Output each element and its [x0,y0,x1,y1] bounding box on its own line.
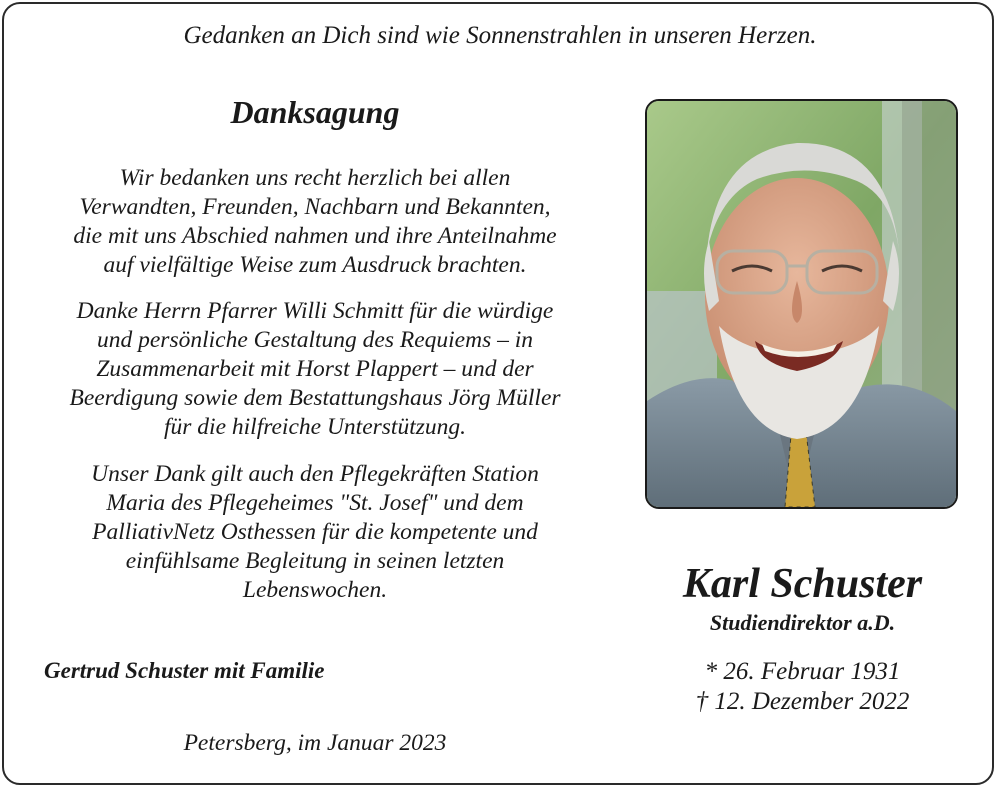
text-line: die mit uns Abschied nahmen und ihre Anteilnahme [73,223,557,249]
deceased-name: Karl Schuster [682,561,923,607]
text-line: und persönliche Gestaltung des Requiems – in [97,327,533,353]
text-line: PalliativNetz Osthessen für die kompetente und [92,519,538,545]
text-line: Danke Herrn Pfarrer Willi Schmitt für die würdige [76,298,554,324]
thanks-paragraph-1 [30,164,600,280]
text-line: Unser Dank gilt auch den Pflegekräften Station [91,461,539,487]
thanks-paragraph-3 [30,460,600,605]
family-signature: Gertrud Schuster mit Familie [44,658,325,683]
text-line: Wir bedanken uns recht herzlich bei allen [119,165,511,191]
deceased-title: Studiendirektor a.D. [709,610,896,635]
text-line: einfühlsame Begleitung in seinen letzten [125,548,505,574]
birth-date: * 26. Februar 1931 [704,658,901,685]
thanks-paragraph-2 [30,297,600,442]
text-line: auf vielfältige Weise zum Ausdruck brachten. [103,252,527,278]
motto-text: Gedanken an Dich sind wie Sonnenstrahlen in unseren Herzen. [183,22,817,49]
place-date: Petersberg, im Januar 2023 [183,730,447,756]
portrait-photo [645,99,958,509]
text-line: Verwandten, Freunden, Nachbarn und Bekannten, [79,194,551,220]
text-line: für die hilfreiche Unterstützung. [164,414,466,440]
portrait-illustration [647,101,956,507]
text-line: Zusammenarbeit mit Horst Plappert – und der [96,356,534,382]
text-line: Beerdigung sowie dem Bestattungshaus Jörg Müller [69,385,561,411]
death-date: † 12. Dezember 2022 [695,688,910,715]
text-line: Maria des Pflegeheimes "St. Josef" und dem [106,490,524,516]
text-line: Lebenswochen. [242,577,388,603]
heading-danksagung: Danksagung [230,94,400,130]
